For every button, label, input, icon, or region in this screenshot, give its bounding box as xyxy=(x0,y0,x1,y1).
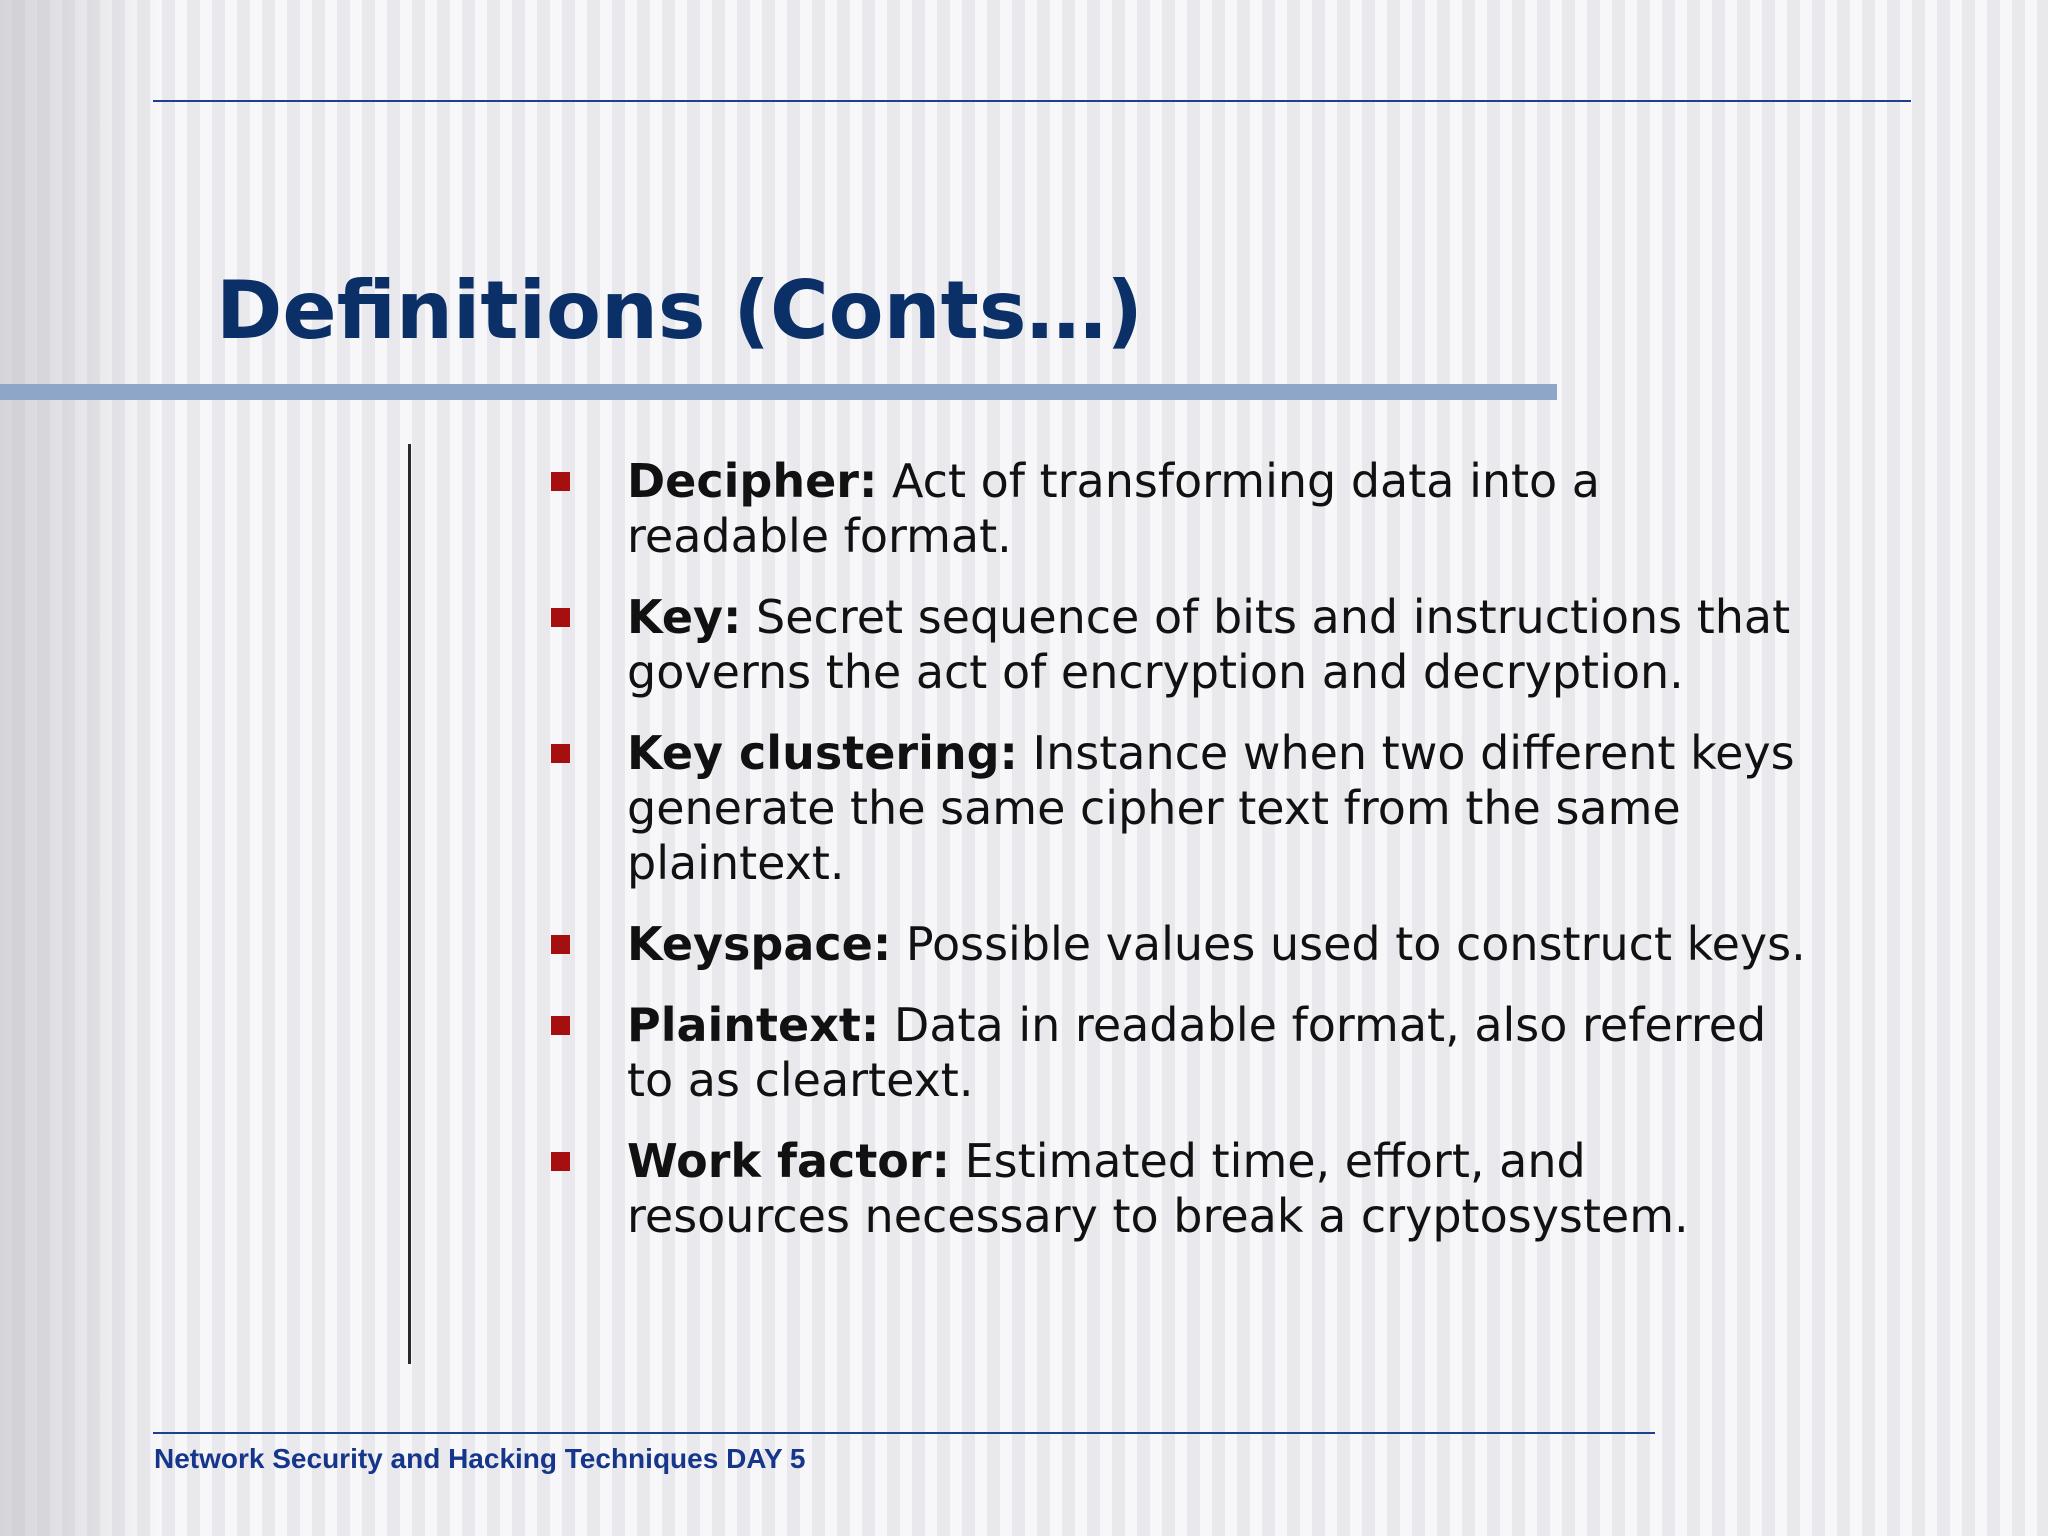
definition-item-decipher xyxy=(550,454,1810,564)
definition-term: Decipher: xyxy=(627,454,878,508)
definition-term: Key clustering: xyxy=(627,726,1018,780)
vertical-divider xyxy=(408,444,411,1364)
definition-item-plaintext xyxy=(550,998,1810,1108)
definition-text: Data in readable format, also referred to as cleartext. xyxy=(627,998,1767,1107)
definition-term: Keyspace: xyxy=(627,917,892,971)
definition-term: Plaintext: xyxy=(627,998,880,1052)
definition-text: Possible values used to construct keys. xyxy=(891,917,1806,971)
title-underline-bar xyxy=(0,384,1557,400)
square-bullet-icon xyxy=(551,935,570,954)
slide-title: Definitions (Conts…) xyxy=(216,264,1143,357)
definition-item-work-factor xyxy=(550,1134,1810,1244)
definition-item-key-clustering xyxy=(550,726,1810,891)
footer-caption: Network Security and Hacking Techniques DAY 5 xyxy=(154,1443,806,1474)
definitions-list xyxy=(550,454,1810,1270)
definition-text: Secret sequence of bits and instructions that governs the act of encryption and decryption. xyxy=(627,590,1791,699)
definition-term: Work factor: xyxy=(627,1134,950,1188)
square-bullet-icon xyxy=(551,1152,570,1171)
definition-text: Estimated time, effort, and resources necessary to break a cryptosystem. xyxy=(627,1134,1689,1243)
definition-text: Act of transforming data into a readable format. xyxy=(627,454,1600,563)
square-bullet-icon xyxy=(551,472,570,491)
square-bullet-icon xyxy=(551,744,570,763)
definition-text: Instance when two different keys generate the same cipher text from the same plaintext. xyxy=(627,726,1795,890)
top-divider xyxy=(153,100,1911,102)
square-bullet-icon xyxy=(551,1016,570,1035)
definition-item-keyspace xyxy=(550,917,1810,972)
definition-term: Key: xyxy=(627,590,742,644)
square-bullet-icon xyxy=(551,608,570,627)
footer-divider xyxy=(153,1432,1655,1434)
definition-item-key xyxy=(550,590,1810,700)
